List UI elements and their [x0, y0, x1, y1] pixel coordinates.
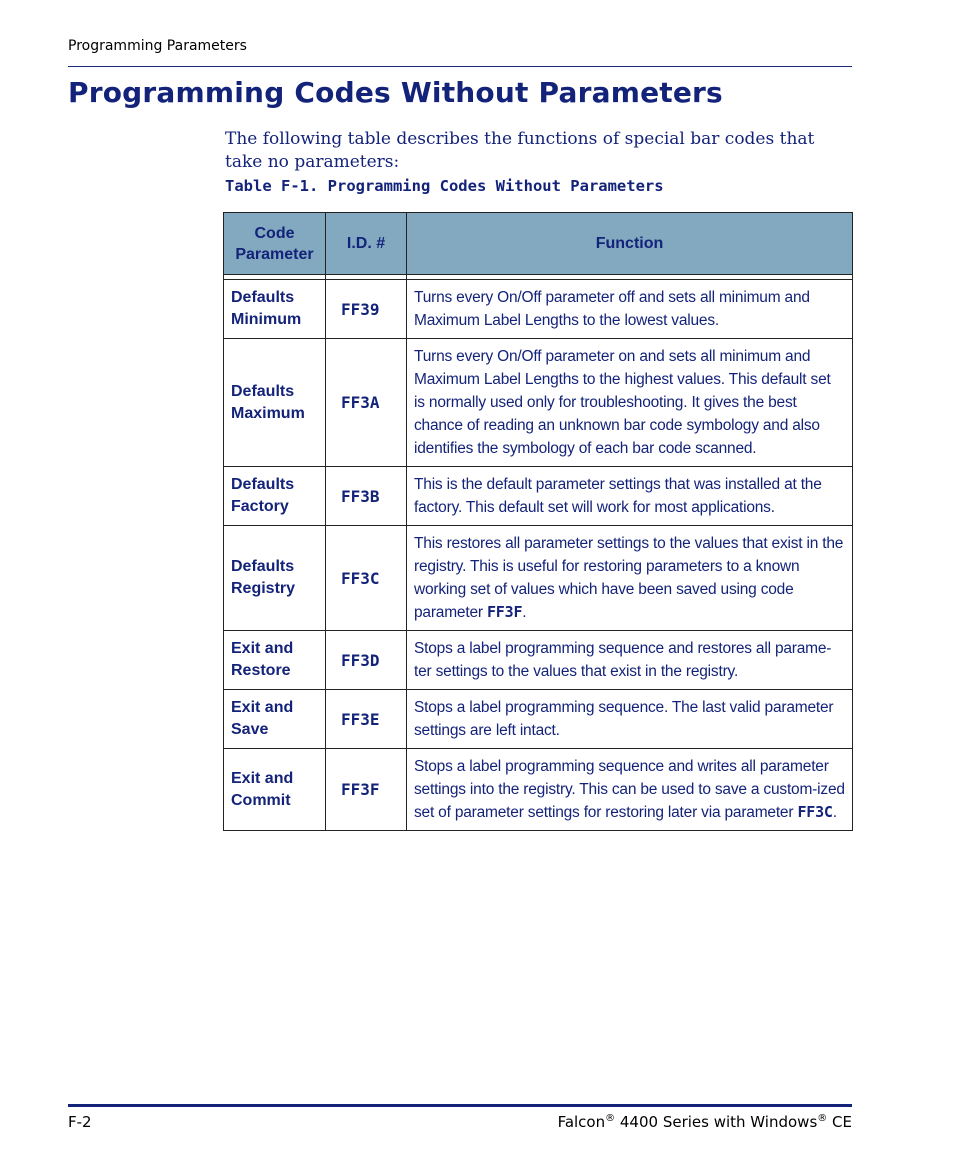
registered-mark: ® — [817, 1113, 828, 1124]
id-cell: FF3C — [326, 526, 407, 631]
code-parameter-cell: Exit and Commit — [224, 749, 326, 831]
function-text: Turns every On/Off parameter off and sets all minimum and Maximum Label Lengths to the lowest values. — [414, 289, 810, 329]
function-cell — [407, 526, 853, 631]
table-header-row — [224, 213, 853, 275]
function-cell — [407, 749, 853, 831]
function-text: Turns every On/Off parameter on and sets all minimum and Maximum Label Lengths to the highest values. This default set is normally used only for troubleshooting. It gives the best chance of reading an unknown bar code symbology and also identifies the symbology of each bar code scanned. — [414, 348, 831, 457]
code-parameter-cell: Defaults Maximum — [224, 339, 326, 467]
table-row — [224, 526, 853, 631]
table-caption: Table F-1. Programming Codes Without Parameters — [225, 177, 664, 195]
code-parameter-cell: Defaults Registry — [224, 526, 326, 631]
book-title-part: 4400 Series with Windows — [615, 1113, 818, 1131]
code-reference: FF3F — [486, 603, 523, 621]
function-text: This restores all parameter settings to the values that exist in the registry. This is useful for restoring parameters to a known working set of values which have been saved using code parameter — [414, 535, 844, 621]
id-cell: FF3F — [326, 749, 407, 831]
function-cell — [407, 690, 853, 749]
column-header-id: I.D. # — [326, 213, 407, 275]
id-cell: FF39 — [326, 280, 407, 339]
code-parameter-cell: Exit and Restore — [224, 631, 326, 690]
table-row — [224, 749, 853, 831]
table-body — [224, 275, 853, 831]
page-number: F-2 — [68, 1113, 92, 1131]
footer-rule — [68, 1104, 852, 1107]
id-cell: FF3D — [326, 631, 407, 690]
function-text: Stops a label programming sequence and writes all parameter settings into the registry. This can be used to save a custom-ized set of parameter settings for restoring later via parameter — [414, 758, 845, 821]
table-row — [224, 690, 853, 749]
column-header-function: Function — [407, 213, 853, 275]
function-text: Stops a label programming sequence and restores all parame-ter settings to the values that exist in the registry. — [414, 640, 832, 680]
book-title-part: CE — [827, 1113, 852, 1131]
column-header-param: Code Parameter — [224, 213, 326, 275]
function-cell — [407, 280, 853, 339]
code-parameter-cell: Defaults Minimum — [224, 280, 326, 339]
registered-mark: ® — [605, 1113, 616, 1124]
header-rule — [68, 66, 852, 67]
function-cell — [407, 467, 853, 526]
book-title-part: Falcon — [557, 1113, 606, 1131]
function-text: This is the default parameter settings that was installed at the factory. This default set will work for most applications. — [414, 476, 822, 516]
table-row — [224, 280, 853, 339]
id-cell: FF3E — [326, 690, 407, 749]
function-text-tail: . — [522, 604, 527, 621]
table-row — [224, 339, 853, 467]
running-header: Programming Parameters — [68, 38, 247, 54]
code-reference: FF3C — [797, 803, 833, 821]
function-cell — [407, 339, 853, 467]
programming-codes-table — [223, 212, 853, 831]
function-cell — [407, 631, 853, 690]
table-row — [224, 467, 853, 526]
page-title: Programming Codes Without Parameters — [68, 76, 723, 109]
code-parameter-cell: Defaults Factory — [224, 467, 326, 526]
intro-paragraph: The following table describes the functions of special bar codes that take no parameters: — [225, 129, 815, 172]
code-parameter-cell: Exit and Save — [224, 690, 326, 749]
function-text: Stops a label programming sequence. The last valid parameter settings are left intact. — [414, 699, 834, 739]
function-text-tail: . — [832, 804, 837, 821]
table-row — [224, 631, 853, 690]
book-title — [558, 1113, 852, 1131]
id-cell: FF3A — [326, 339, 407, 467]
id-cell: FF3B — [326, 467, 407, 526]
